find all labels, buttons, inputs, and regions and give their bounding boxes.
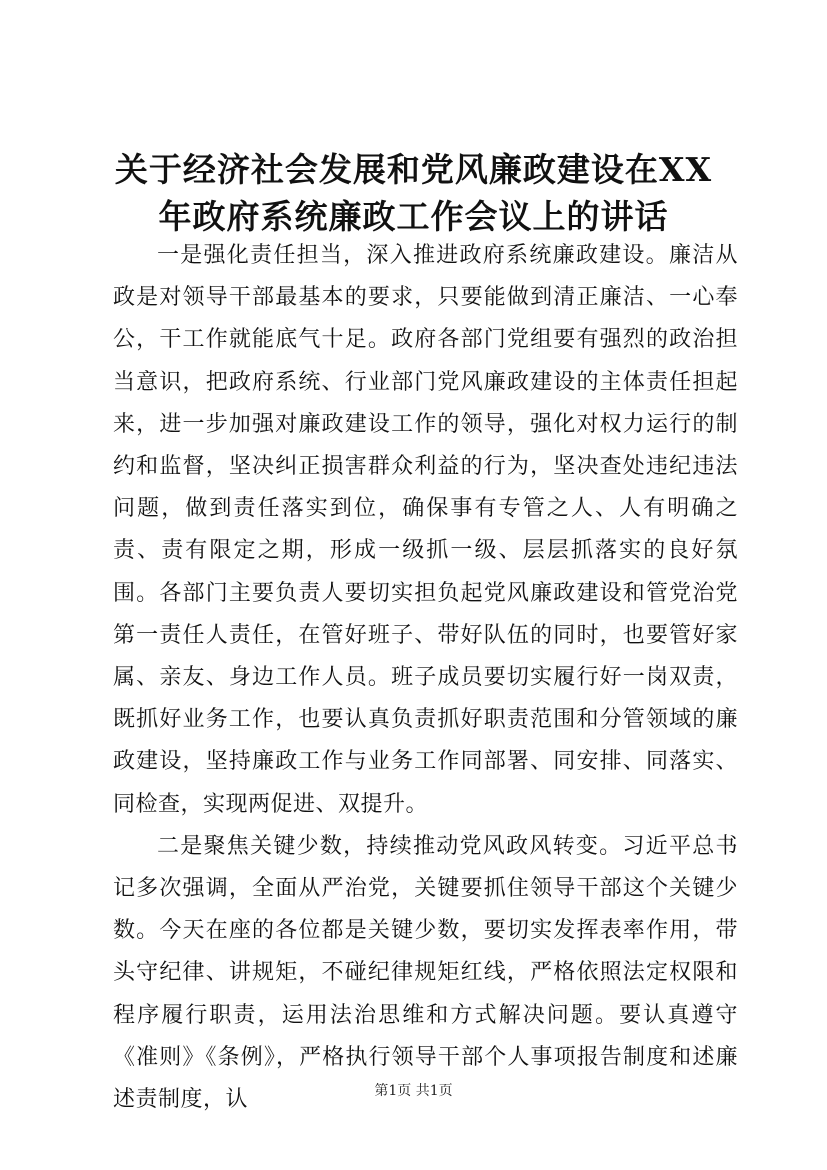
document-title: 关于经济社会发展和党风廉政建设在XX年政府系统廉政工作会议上的讲话 bbox=[114, 150, 713, 236]
document-body bbox=[113, 235, 738, 1121]
paragraph-2: 二是聚焦关键少数，持续推动党风政风转变。习近平总书记多次强调，全面从严治党，关键要抓住领导干部这个关键少数。今天在座的各位都是关键少数，要切实发挥表率作用，带头守纪律、讲规矩，不碰纪律规矩红线，严格依照法定权限和程序履行职责，运用法治思维和方式解决问题。要认真遵守《准则》《条例》，严格执行领导干部个人事项报告制度和述廉述责制度，认 bbox=[113, 833, 738, 1113]
page-footer: 第1页 共1页 bbox=[374, 1083, 453, 1099]
paragraph-1: 一是强化责任担当，深入推进政府系统廉政建设。廉洁从政是对领导干部最基本的要求，只要能做到清正廉洁、一心奉公，干工作就能底气十足。政府各部门党组要有强烈的政治担当意识，把政府系统、行业部门党风廉政建设的主体责任担起来，进一步加强对廉政建设工作的领导，强化对权力运行的制约和监督，坚决纠正损害群众利益的行为，坚决查处违纪违法问题，做到责任落实到位，确保事有专管之人、人有明确之责、责有限定之期，形成一级抓一级、层层抓落实的良好氛围。各部门主要负责人要切实担负起党风廉政建设和管党治党第一责任人责任，在管好班子、带好队伍的同时，也要管好家属、亲友、身边工作人员。班子成员要切实履行好一岗双责，既抓好业务工作，也要认真负责抓好职责范围和分管领域的廉政建设，坚持廉政工作与业务工作同部署、同安排、同落实、同检查，实现两促进、双提升。 bbox=[113, 243, 738, 817]
